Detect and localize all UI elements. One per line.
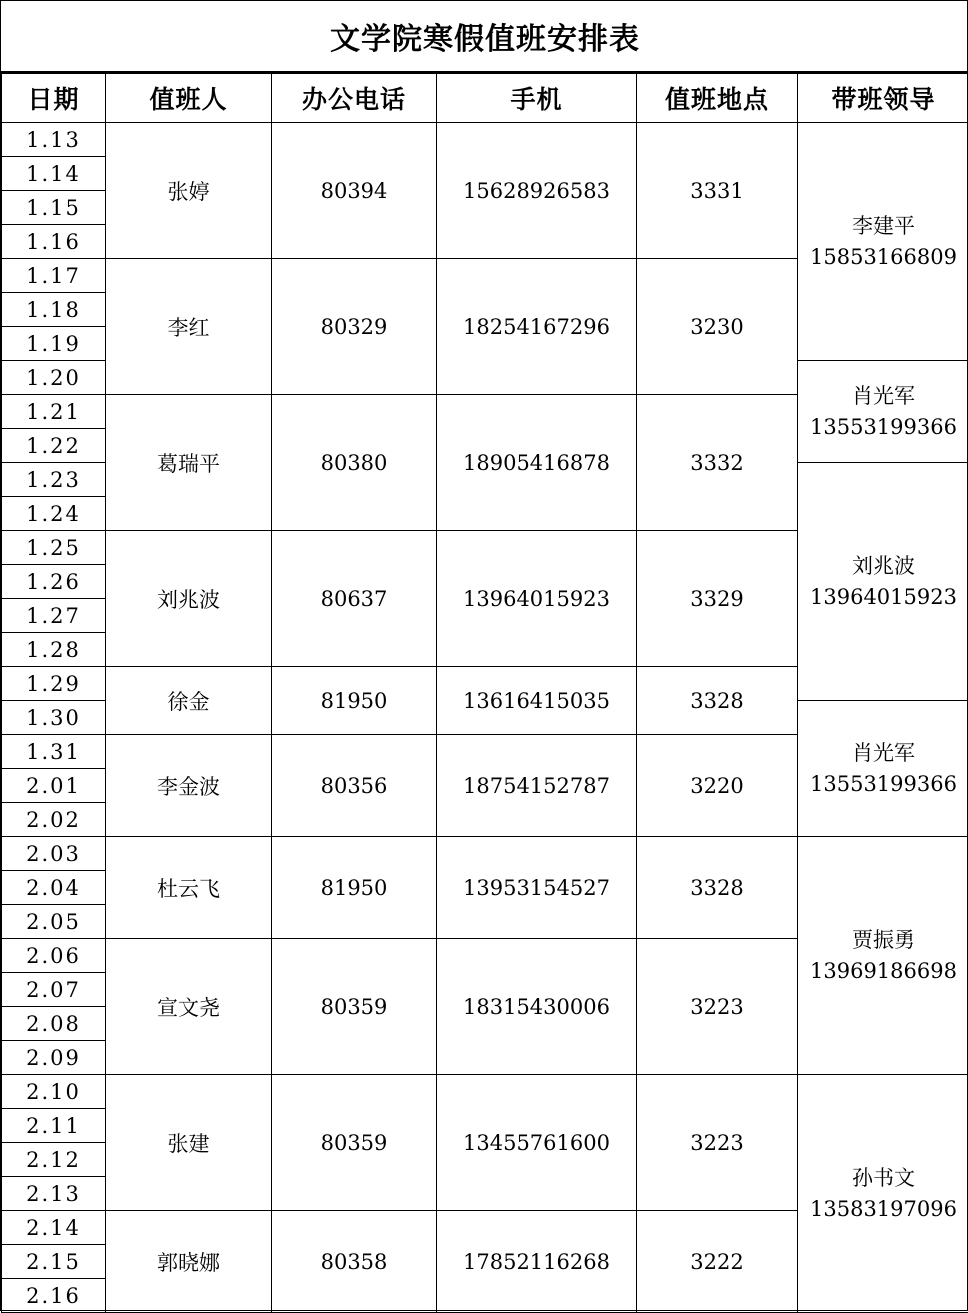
header-row xyxy=(2,74,968,123)
header-duty-person: 值班人 xyxy=(106,74,272,123)
table-row xyxy=(2,1075,968,1109)
office-phone-cell: 80356 xyxy=(272,735,437,837)
date-cell: 1.27 xyxy=(2,599,106,633)
leader-phone: 15853166809 xyxy=(798,242,968,273)
mobile-cell: 13616415035 xyxy=(437,667,637,735)
mobile-cell: 18905416878 xyxy=(437,395,637,531)
leader-name: 孙书文 xyxy=(798,1163,968,1194)
location-cell: 3328 xyxy=(637,837,798,939)
table-body xyxy=(2,123,968,1313)
date-cell: 1.31 xyxy=(2,735,106,769)
date-cell: 2.15 xyxy=(2,1245,106,1279)
duty-person-cell: 杜云飞 xyxy=(106,837,272,939)
date-cell: 1.14 xyxy=(2,157,106,191)
location-cell: 3223 xyxy=(637,1075,798,1211)
duty-table xyxy=(1,73,968,1313)
location-cell: 3332 xyxy=(637,395,798,531)
date-cell: 2.13 xyxy=(2,1177,106,1211)
leader-cell xyxy=(798,701,968,837)
leader-cell xyxy=(798,837,968,1075)
location-cell: 3329 xyxy=(637,531,798,667)
location-cell: 3223 xyxy=(637,939,798,1075)
date-cell: 1.20 xyxy=(2,361,106,395)
location-cell: 3328 xyxy=(637,667,798,735)
leader-phone: 13553199366 xyxy=(798,412,968,443)
mobile-cell: 13964015923 xyxy=(437,531,637,667)
date-cell: 2.05 xyxy=(2,905,106,939)
date-cell: 1.22 xyxy=(2,429,106,463)
leader-cell xyxy=(798,463,968,701)
duty-person-cell: 葛瑞平 xyxy=(106,395,272,531)
duty-person-cell: 刘兆波 xyxy=(106,531,272,667)
mobile-cell: 17852116268 xyxy=(437,1211,637,1313)
date-cell: 1.24 xyxy=(2,497,106,531)
date-cell: 2.16 xyxy=(2,1279,106,1313)
date-cell: 1.26 xyxy=(2,565,106,599)
date-cell: 2.08 xyxy=(2,1007,106,1041)
duty-person-cell: 徐金 xyxy=(106,667,272,735)
office-phone-cell: 80394 xyxy=(272,123,437,259)
location-cell: 3331 xyxy=(637,123,798,259)
date-cell: 2.12 xyxy=(2,1143,106,1177)
date-cell: 2.10 xyxy=(2,1075,106,1109)
leader-name: 肖光军 xyxy=(798,738,968,769)
header-leader: 带班领导 xyxy=(798,74,968,123)
date-cell: 1.18 xyxy=(2,293,106,327)
date-cell: 1.16 xyxy=(2,225,106,259)
mobile-cell: 13455761600 xyxy=(437,1075,637,1211)
date-cell: 1.29 xyxy=(2,667,106,701)
header-mobile: 手机 xyxy=(437,74,637,123)
date-cell: 2.04 xyxy=(2,871,106,905)
date-cell: 2.14 xyxy=(2,1211,106,1245)
table-row xyxy=(2,837,968,871)
leader-name: 李建平 xyxy=(798,211,968,242)
date-cell: 2.03 xyxy=(2,837,106,871)
office-phone-cell: 80359 xyxy=(272,939,437,1075)
leader-phone: 13583197096 xyxy=(798,1194,968,1225)
leader-cell xyxy=(798,1075,968,1313)
date-cell: 2.09 xyxy=(2,1041,106,1075)
location-cell: 3230 xyxy=(637,259,798,395)
date-cell: 1.15 xyxy=(2,191,106,225)
mobile-cell: 18254167296 xyxy=(437,259,637,395)
office-phone-cell: 80358 xyxy=(272,1211,437,1313)
leader-cell xyxy=(798,361,968,463)
date-cell: 2.01 xyxy=(2,769,106,803)
date-cell: 1.21 xyxy=(2,395,106,429)
leader-name: 肖光军 xyxy=(798,381,968,412)
leader-name: 贾振勇 xyxy=(798,925,968,956)
date-cell: 1.19 xyxy=(2,327,106,361)
leader-phone: 13964015923 xyxy=(798,582,968,613)
mobile-cell: 18315430006 xyxy=(437,939,637,1075)
duty-person-cell: 李红 xyxy=(106,259,272,395)
duty-person-cell: 张婷 xyxy=(106,123,272,259)
table-row xyxy=(2,123,968,157)
location-cell: 3220 xyxy=(637,735,798,837)
page-title: 文学院寒假值班安排表 xyxy=(1,1,968,73)
office-phone-cell: 80329 xyxy=(272,259,437,395)
date-cell: 2.02 xyxy=(2,803,106,837)
date-cell: 1.28 xyxy=(2,633,106,667)
duty-person-cell: 郭晓娜 xyxy=(106,1211,272,1313)
date-cell: 1.13 xyxy=(2,123,106,157)
header-date: 日期 xyxy=(2,74,106,123)
office-phone-cell: 80380 xyxy=(272,395,437,531)
mobile-cell: 13953154527 xyxy=(437,837,637,939)
date-cell: 1.30 xyxy=(2,701,106,735)
date-cell: 2.11 xyxy=(2,1109,106,1143)
leader-cell xyxy=(798,123,968,361)
date-cell: 1.25 xyxy=(2,531,106,565)
header-location: 值班地点 xyxy=(637,74,798,123)
leader-phone: 13969186698 xyxy=(798,956,968,987)
date-cell: 2.06 xyxy=(2,939,106,973)
office-phone-cell: 81950 xyxy=(272,837,437,939)
office-phone-cell: 81950 xyxy=(272,667,437,735)
mobile-cell: 18754152787 xyxy=(437,735,637,837)
leader-name: 刘兆波 xyxy=(798,551,968,582)
header-office-phone: 办公电话 xyxy=(272,74,437,123)
office-phone-cell: 80359 xyxy=(272,1075,437,1211)
date-cell: 1.17 xyxy=(2,259,106,293)
leader-phone: 13553199366 xyxy=(798,769,968,800)
date-cell: 2.07 xyxy=(2,973,106,1007)
mobile-cell: 15628926583 xyxy=(437,123,637,259)
date-cell: 1.23 xyxy=(2,463,106,497)
duty-person-cell: 张建 xyxy=(106,1075,272,1211)
office-phone-cell: 80637 xyxy=(272,531,437,667)
duty-person-cell: 李金波 xyxy=(106,735,272,837)
location-cell: 3222 xyxy=(637,1211,798,1313)
duty-person-cell: 宣文尧 xyxy=(106,939,272,1075)
